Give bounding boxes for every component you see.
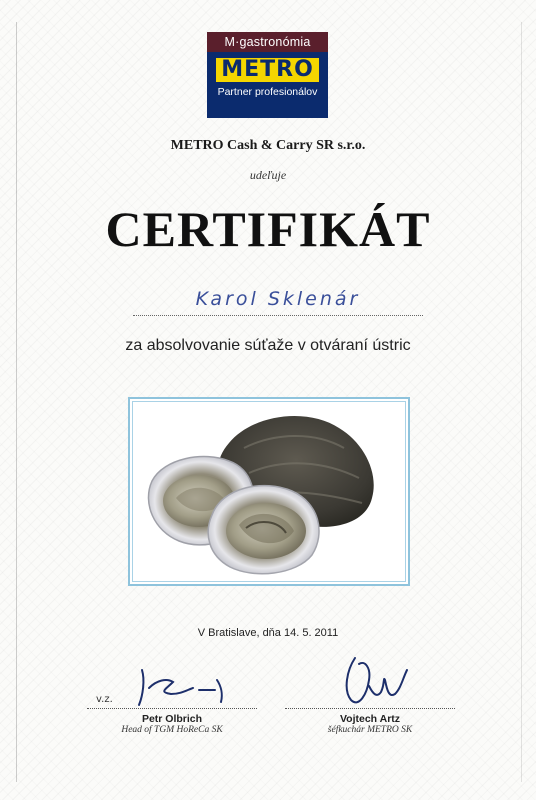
signatory-left-name: Petr Olbrich [141, 713, 203, 725]
grants-text: udeľuje [249, 168, 287, 182]
signature-prefix: v.z. [96, 694, 113, 705]
recipient-name: Karol Sklenár [133, 283, 423, 316]
logo-tagline: Partner profesionálov [217, 86, 318, 98]
logo-brand: METRO [216, 58, 319, 82]
signature-right [270, 650, 470, 735]
certificate-title: CERTIFIKÁT [105, 201, 431, 257]
metro-logo [207, 32, 328, 118]
oysters-image [134, 403, 404, 580]
logo-body [207, 52, 328, 118]
signature-left [72, 650, 272, 735]
signatory-right-role: šéfkuchár METRO SK [327, 725, 413, 735]
signatory-right-name: Vojtech Artz [339, 713, 401, 725]
company-name: METRO Cash & Carry SR s.r.o. [170, 138, 366, 153]
handwritten-signature-left [87, 650, 257, 708]
award-reason: za absolvovanie súťaže v otváraní ústric [125, 337, 411, 354]
signature-line-right [285, 650, 455, 709]
place-and-date: V Bratislave, dňa 14. 5. 2011 [197, 627, 339, 639]
signature-line-left [87, 650, 257, 709]
handwritten-signature-right [285, 650, 455, 708]
signatory-left-role: Head of TGM HoReCa SK [121, 725, 223, 735]
logo-top-text: M·gastronómia [207, 32, 328, 52]
oyster-photo [128, 397, 410, 586]
